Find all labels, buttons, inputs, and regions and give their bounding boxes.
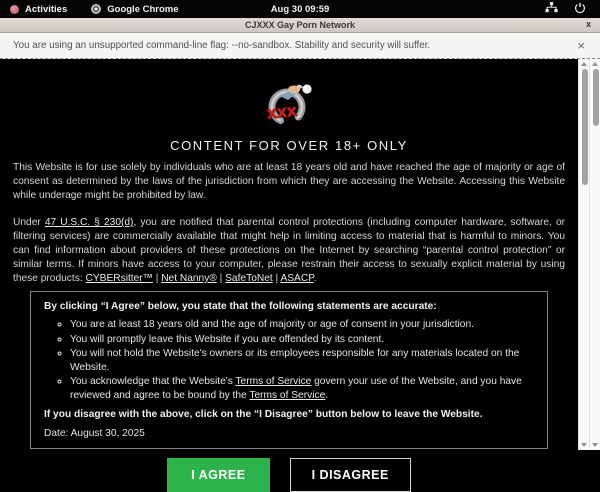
site-logo	[260, 81, 318, 132]
inner-scrollbar-thumb[interactable]	[582, 69, 588, 185]
agreement-bullet: ◦ You will promptly leave this Website if you are offended by its content.	[70, 333, 534, 347]
date-line: Date: August 30, 2025	[44, 428, 145, 439]
window-close-button[interactable]: x	[585, 19, 591, 29]
text-segment: .	[325, 389, 329, 401]
activities-indicator-icon	[10, 5, 19, 14]
safetonet-link[interactable]: SafeToNet	[225, 273, 273, 284]
flag-warning-message: You are using an unsupported command-line flag: --no-sandbox. Stability and security will suffer.	[13, 40, 431, 51]
infobar-close-icon[interactable]: ×	[577, 38, 585, 53]
cjxxx-logo-graphic	[260, 81, 318, 127]
age-statement-paragraph: This Website is for use solely by individuals who are at least 18 years old and have reached the age of majority or age of consent as determined by the laws of the jurisdiction from which they are accessing the Website. Accessing this Website while underage might be prohibited by law.	[13, 162, 565, 201]
disagree-note: If you disagree with the above, click on the “I Disagree” button below to leave the Website.	[44, 409, 483, 420]
link-separator: |	[152, 273, 162, 284]
link-separator: |	[216, 273, 226, 284]
agreement-bullet-tos	[70, 375, 534, 402]
agreement-box	[30, 291, 548, 449]
flag-warning-bar	[0, 33, 600, 59]
usc-230d-link[interactable]: 47 U.S.C. § 230(d)	[44, 217, 134, 228]
gnome-topbar	[0, 0, 600, 18]
page-heading: CONTENT FOR OVER 18+ ONLY	[170, 138, 408, 153]
link-separator: |	[272, 273, 281, 284]
agreement-bullet: ◦ You are at least 18 years old and the age of majority or age of consent in your jurisdiction.	[70, 318, 534, 332]
scroll-down-arrow-icon[interactable]	[579, 443, 589, 447]
consent-buttons	[0, 458, 578, 492]
app-menu-button[interactable]	[91, 4, 178, 15]
activities-label: Activities	[25, 3, 68, 15]
page-content	[0, 59, 578, 482]
agreement-intro: By clicking “I Agree” below, you state that the following statements are accurate:	[44, 301, 437, 312]
agreement-bullet: ◦ You will not hold the Website's owners or its employees responsible for any materials located on the Website.	[70, 347, 534, 374]
window-title: CJXXX Gay Porn Network	[244, 20, 356, 30]
i-agree-button[interactable]: I AGREE	[167, 458, 269, 492]
svg-text:xxx: xxx	[265, 100, 298, 124]
window-titlebar[interactable]	[0, 18, 600, 33]
scroll-up-arrow-icon[interactable]	[590, 62, 600, 66]
text-segment: .	[313, 273, 317, 284]
network-tree-icon[interactable]	[545, 2, 558, 16]
agreement-bullet-list	[44, 318, 534, 402]
text-segment: govern your use of the Website, and you have reviewed and agree to be bound by the	[70, 376, 522, 401]
text-segment: , you are notified that parental control protections (including computer hardware, software, or filtering services) are commercially available that might help in limiting access to material that is harmful to minors. You can find information about providers of these protections on the Internet by searching “parental control protection” or similar terms. If minors have access to your computer, please restrain their access to sexually explicit material by using these products:	[13, 217, 566, 284]
chrome-icon	[91, 4, 101, 14]
window-scrollbar-thumb[interactable]	[593, 69, 599, 126]
i-disagree-button[interactable]: I DISAGREE	[290, 458, 411, 492]
scroll-down-arrow-icon[interactable]	[590, 443, 600, 447]
power-icon[interactable]	[574, 2, 586, 17]
parental-controls-paragraph	[13, 216, 565, 286]
window-scrollbar[interactable]	[589, 59, 600, 450]
scroll-up-arrow-icon[interactable]	[579, 62, 589, 66]
net-nanny-link[interactable]: Net Nanny®	[161, 273, 217, 284]
text-segment: You acknowledge that the Website's	[70, 376, 236, 387]
scrollbar-area	[578, 59, 600, 450]
app-menu-label: Google Chrome	[107, 3, 179, 15]
terms-of-service-link-2[interactable]: Terms of Service	[249, 389, 326, 401]
cybersitter-link[interactable]: CYBERsitter™	[85, 273, 153, 284]
activities-button[interactable]	[10, 4, 67, 15]
text-segment: Under	[13, 217, 45, 228]
clock-button[interactable]: Aug 30 09:59	[270, 3, 330, 15]
inner-scrollbar[interactable]	[578, 59, 589, 450]
terms-of-service-link[interactable]: Terms of Service	[235, 376, 312, 387]
asacp-link[interactable]: ASACP	[280, 273, 314, 284]
